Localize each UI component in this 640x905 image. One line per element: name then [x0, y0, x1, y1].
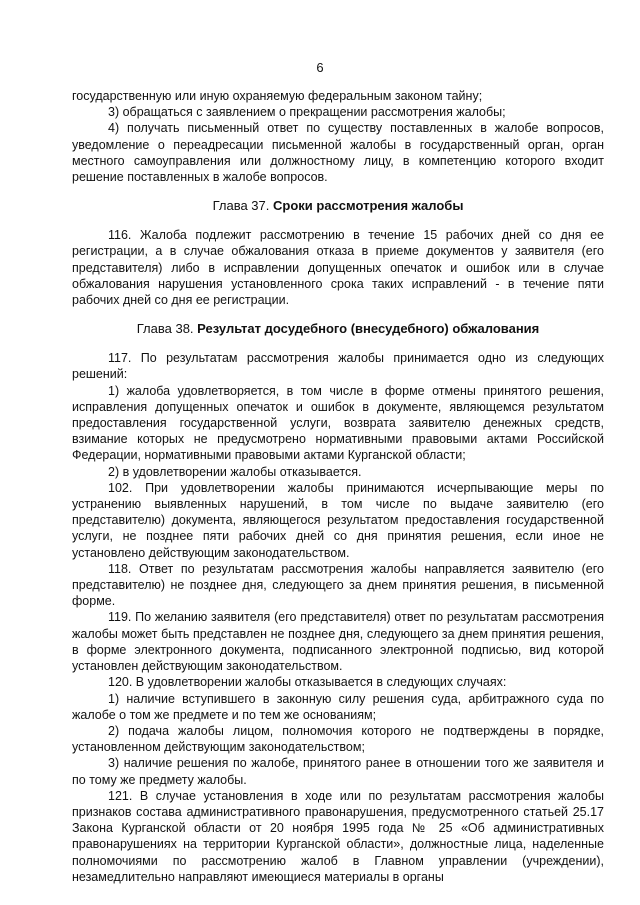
paragraph-117-item-1: 1) жалоба удовлетворяется, в том числе в форме отмены принятого решения, исправления допущенных опечаток и ошибок в документе, являющемся результатом предоставления государственной услуги, возврата заявителю денежных средств, взимание которых не предусмотрено нормативными правовыми актами Российской Федерации, нормативными правовыми актами Курганской области; — [72, 383, 604, 463]
paragraph-item-4-answer: 4) получать письменный ответ по существу поставленных в жалобе вопросов, уведомление о переадресации письменной жалобы в государственный орган, орган местного самоуправления или должностному лицу, в компетенцию которого входит решение поставленных в жалобе вопросов. — [72, 121, 604, 185]
paragraph-item-3-withdraw: 3) обращаться с заявлением о прекращении рассмотрения жалобы; — [108, 105, 506, 120]
paragraph-116: 116. Жалоба подлежит рассмотрению в течение 15 рабочих дней со дня ее регистрации, а в случае обжалования отказа в приеме документов у заявителя (его представителя) либо в исправлении допущенных опечаток и ошибок или в случае обжалования нарушения установленного срока таких исправлений - в течение пяти рабочих дней со дня ее регистрации. — [72, 228, 604, 308]
document-body — [72, 88, 604, 885]
paragraph-119: 119. По желанию заявителя (его представителя) ответ по результатам рассмотрения жалобы может быть представлен не позднее дня, следующего за днем принятия решения, в форме электронного документа, подписанного электронной подписью, вид которой установлен действующим законодательством. — [72, 610, 604, 674]
spacer — [72, 185, 604, 197]
paragraph-120-item-3: 3) наличие решения по жалобе, принятого ранее в отношении того же заявителя и по тому же предмету жалобы. — [72, 756, 604, 787]
spacer — [72, 214, 604, 227]
paragraph-secret-continuation: государственную или иную охраняемую федеральным законом тайну; — [72, 89, 483, 103]
page-number: 6 — [316, 60, 324, 75]
paragraph-102: 102. При удовлетворении жалобы принимаются исчерпывающие меры по устранению выявленных нарушений, в том числе по выдаче заявителю (его представителю) документа, являющегося результатом предоставления государственной услуги, не позднее пяти рабочих дней со дня принятия решения, если иное не установлено действующим законодательством. — [72, 480, 604, 560]
chapter-37-prefix: Глава 37. — [212, 198, 270, 214]
spacer — [72, 337, 604, 350]
spacer — [72, 308, 604, 320]
paragraph-118: 118. Ответ по результатам рассмотрения жалобы направляется заявителю (его представителю) не позднее дня, следующего за днем принятия решения, в письменной форме. — [72, 561, 604, 609]
chapter-38-prefix: Глава 38. — [136, 321, 194, 337]
chapter-38-title: Результат досудебного (внесудебного) обжалования — [197, 321, 540, 337]
chapter-38-heading — [72, 320, 604, 337]
paragraph-120: 120. В удовлетворении жалобы отказывается в следующих случаях: — [108, 675, 507, 690]
paragraph-117: 117. По результатам рассмотрения жалобы принимается одно из следующих решений: — [72, 351, 604, 382]
chapter-37-heading — [72, 197, 604, 214]
chapter-37-title: Сроки рассмотрения жалобы — [273, 198, 464, 214]
paragraph-121: 121. В случае установления в ходе или по результатам рассмотрения жалобы признаков состава административного правонарушения, предусмотренного статьей 25.17 Закона Курганской области от 20 ноября 1995 года № 25 «Об административных правонарушениях на территории Курганской области», должностные лица, наделенные полномочиями по рассмотрению жалоб в Главном управлении (учреждении), незамедлительно направляют имеющиеся материалы в органы — [72, 788, 604, 884]
paragraph-120-item-2: 2) подача жалобы лицом, полномочия которого не подтверждены в порядке, установленном действующим законодательством; — [72, 723, 604, 755]
paragraph-117-item-2: 2) в удовлетворении жалобы отказывается. — [108, 464, 362, 479]
paragraph-120-item-1: 1) наличие вступившего в законную силу решения суда, арбитражного суда по жалобе о том же предмете и по тем же основаниям; — [72, 691, 604, 722]
